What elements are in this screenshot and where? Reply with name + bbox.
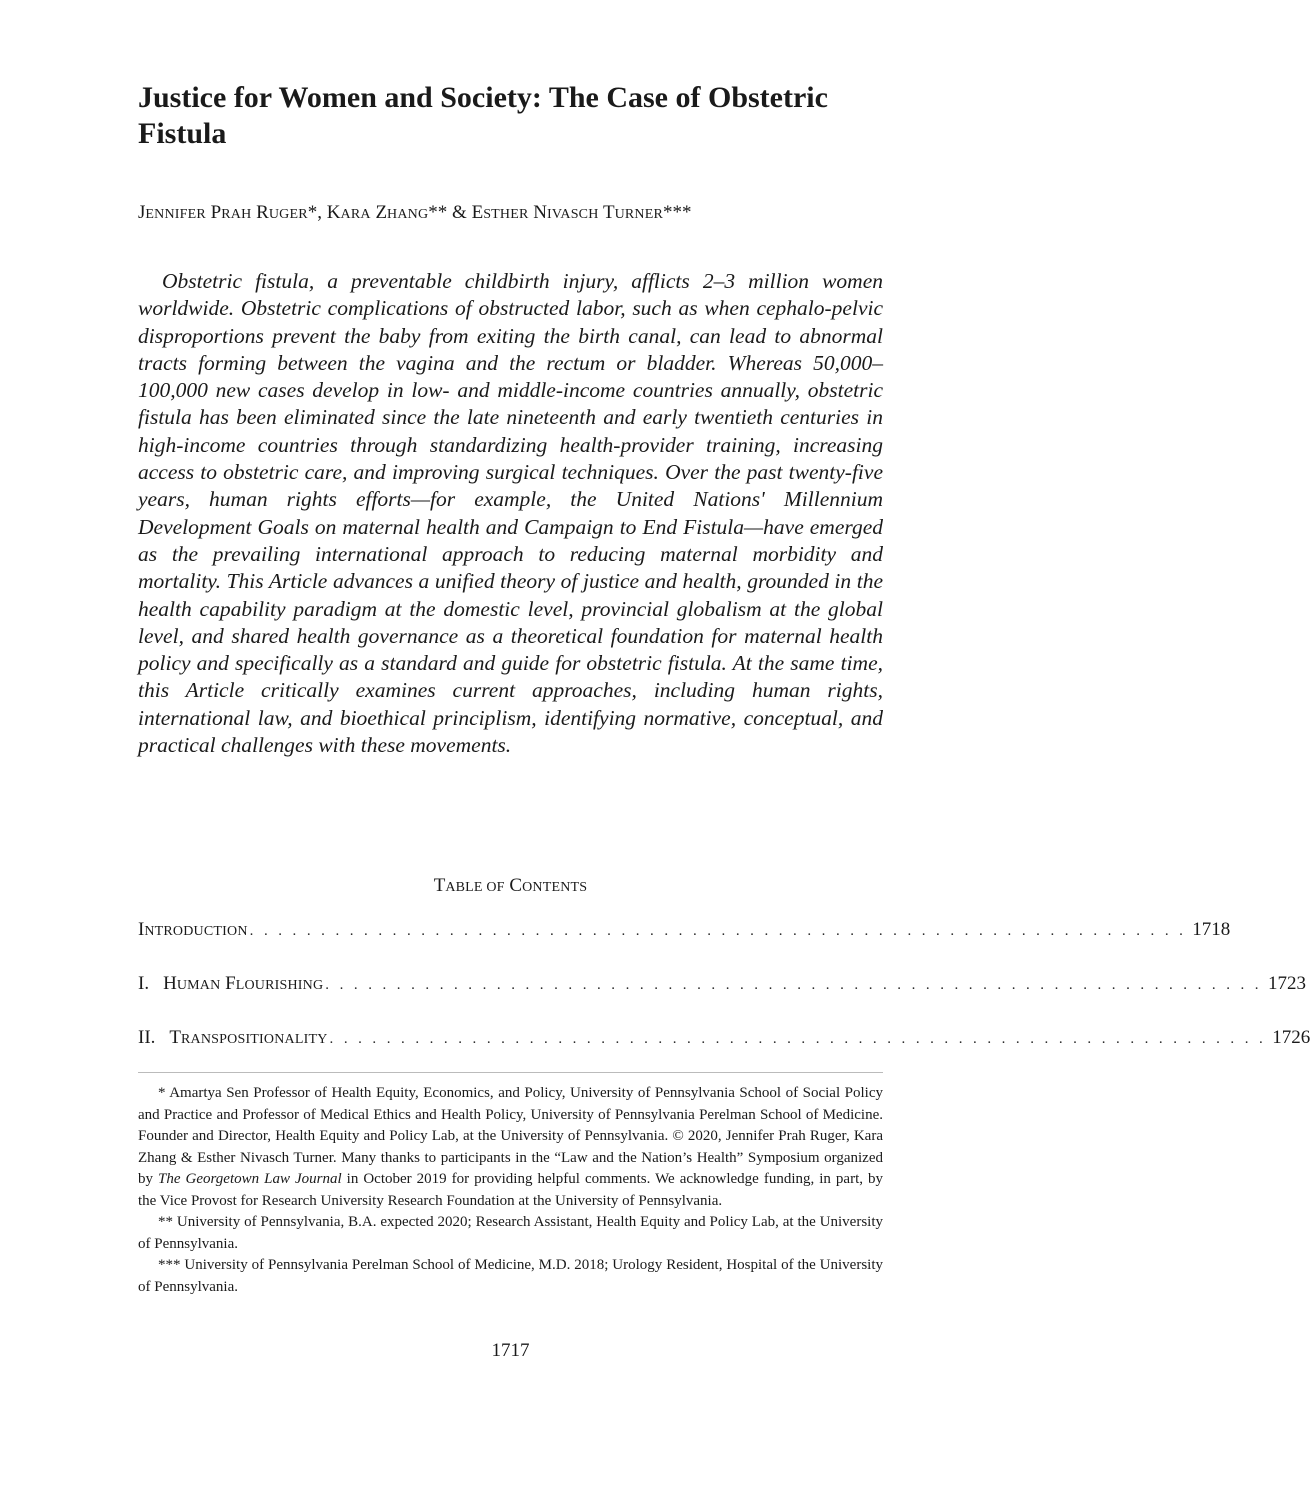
toc-entry-number: I.: [138, 973, 150, 994]
footnote-1: * Amartya Sen Professor of Health Equity, Economics, and Policy, University of Pennsylvania School of Social Policy and Practice and Professor of Medical Ethics and Health Policy, University of Pennsylvania Perelman School of Medicine. Founder and Director, Health Equity and Policy Lab, at the University of Pennsylvania. © 2020, Jennifer Prah Ruger, Kara Zhang & Esther Nivasch Turner. Many thanks to participants in the “Law and the Nation’s Health” Symposium organized by The Georgetown Law Journal in October 2019 for providing helpful comments. We acknowledge funding, in part, by the Vice Provost for Research University Research Foundation at the University of Pennsylvania.: [138, 1085, 884, 1209]
toc-entry-label: INTRODUCTION: [138, 919, 248, 940]
footnote-separator: [138, 1072, 883, 1073]
toc-entry-introduction[interactable]: [138, 916, 1231, 944]
toc-entry-human-flourishing[interactable]: [138, 970, 1306, 998]
toc-entry-page: 1723: [1267, 973, 1306, 994]
toc-leader-dots: . . . . . . . . . . . . . . . . . . . . . . . . . . . . . . . . . . . . . . . . . . . . . . . . . . . . . . . . . . . . . . . . . .: [329, 1031, 1267, 1047]
author-ruger: JENNIFER PRAH RUGER*,: [138, 202, 323, 223]
toc-entry-transpositionality[interactable]: [138, 1024, 1310, 1052]
article-title: Justice for Women and Society: The Case of Obstetric Fistula: [138, 81, 828, 150]
author-turner: ESTHER NIVASCH TURNER***: [471, 202, 692, 223]
author-separator: &: [452, 202, 467, 223]
author-zhang: KARA ZHANG**: [326, 202, 448, 223]
toc-entry-number: II.: [138, 1027, 156, 1048]
page-number: 1717: [491, 1340, 530, 1361]
toc-leader-dots: . . . . . . . . . . . . . . . . . . . . . . . . . . . . . . . . . . . . . . . . . . . . . . . . . . . . . . . . . . . . . . . . . .: [249, 923, 1187, 939]
footnote-3: *** University of Pennsylvania Perelman School of Medicine, M.D. 2018; Urology Resident, Hospital of the University of Pennsylvania.: [138, 1257, 883, 1295]
toc-heading: TABLE OF CONTENTS: [433, 875, 588, 896]
toc-entry-page: 1726: [1272, 1027, 1310, 1048]
footnotes: [138, 1083, 883, 1298]
toc-entry-page: 1718: [1192, 919, 1231, 940]
toc-leader-dots: . . . . . . . . . . . . . . . . . . . . . . . . . . . . . . . . . . . . . . . . . . . . . . . . . . . . . . . . . . . . . . . . . .: [325, 977, 1262, 993]
toc-entry-label: TRANSPOSITIONALITY: [169, 1027, 328, 1048]
toc-entry-label: HUMAN FLOURISHING: [163, 973, 324, 994]
abstract: Obstetric fistula, a preventable childbirth injury, afflicts 2–3 million women worldwide. Obstetric complications of obstructed labor, such as when cephalo-pelvic disproportions prevent the baby from exiting the birth canal, can lead to abnormal tracts forming between the vagina and the rectum or bladder. Whereas 50,000–100,000 new cases develop in low- and middle-income countries annually, obstetric fistula has been eliminated since the late nineteenth and early twentieth centuries in high-income countries through standardizing health-provider training, increasing access to obstetric care, and improving surgical techniques. Over the past twenty-five years, human rights efforts—for example, the United Nations' Millennium Development Goals on maternal health and Campaign to End Fistula—have emerged as the prevailing international approach to reducing maternal morbidity and mortality. This Article advances a unified theory of justice and health, grounded in the health capability paradigm at the domestic level, provincial globalism at the global level, and shared health governance as a theoretical foundation for maternal health policy and specifically as a standard and guide for obstetric fistula. At the same time, this Article critically examines current approaches, including human rights, international law, and bioethical principlism, identifying normative, conceptual, and practical challenges with these movements.: [138, 269, 883, 758]
author-line: [138, 200, 883, 228]
footnote-2: ** University of Pennsylvania, B.A. expected 2020; Research Assistant, Health Equity and Policy Lab, at the University of Pennsylvania.: [138, 1214, 883, 1252]
journal-name: The Georgetown Law Journal: [158, 1171, 342, 1187]
